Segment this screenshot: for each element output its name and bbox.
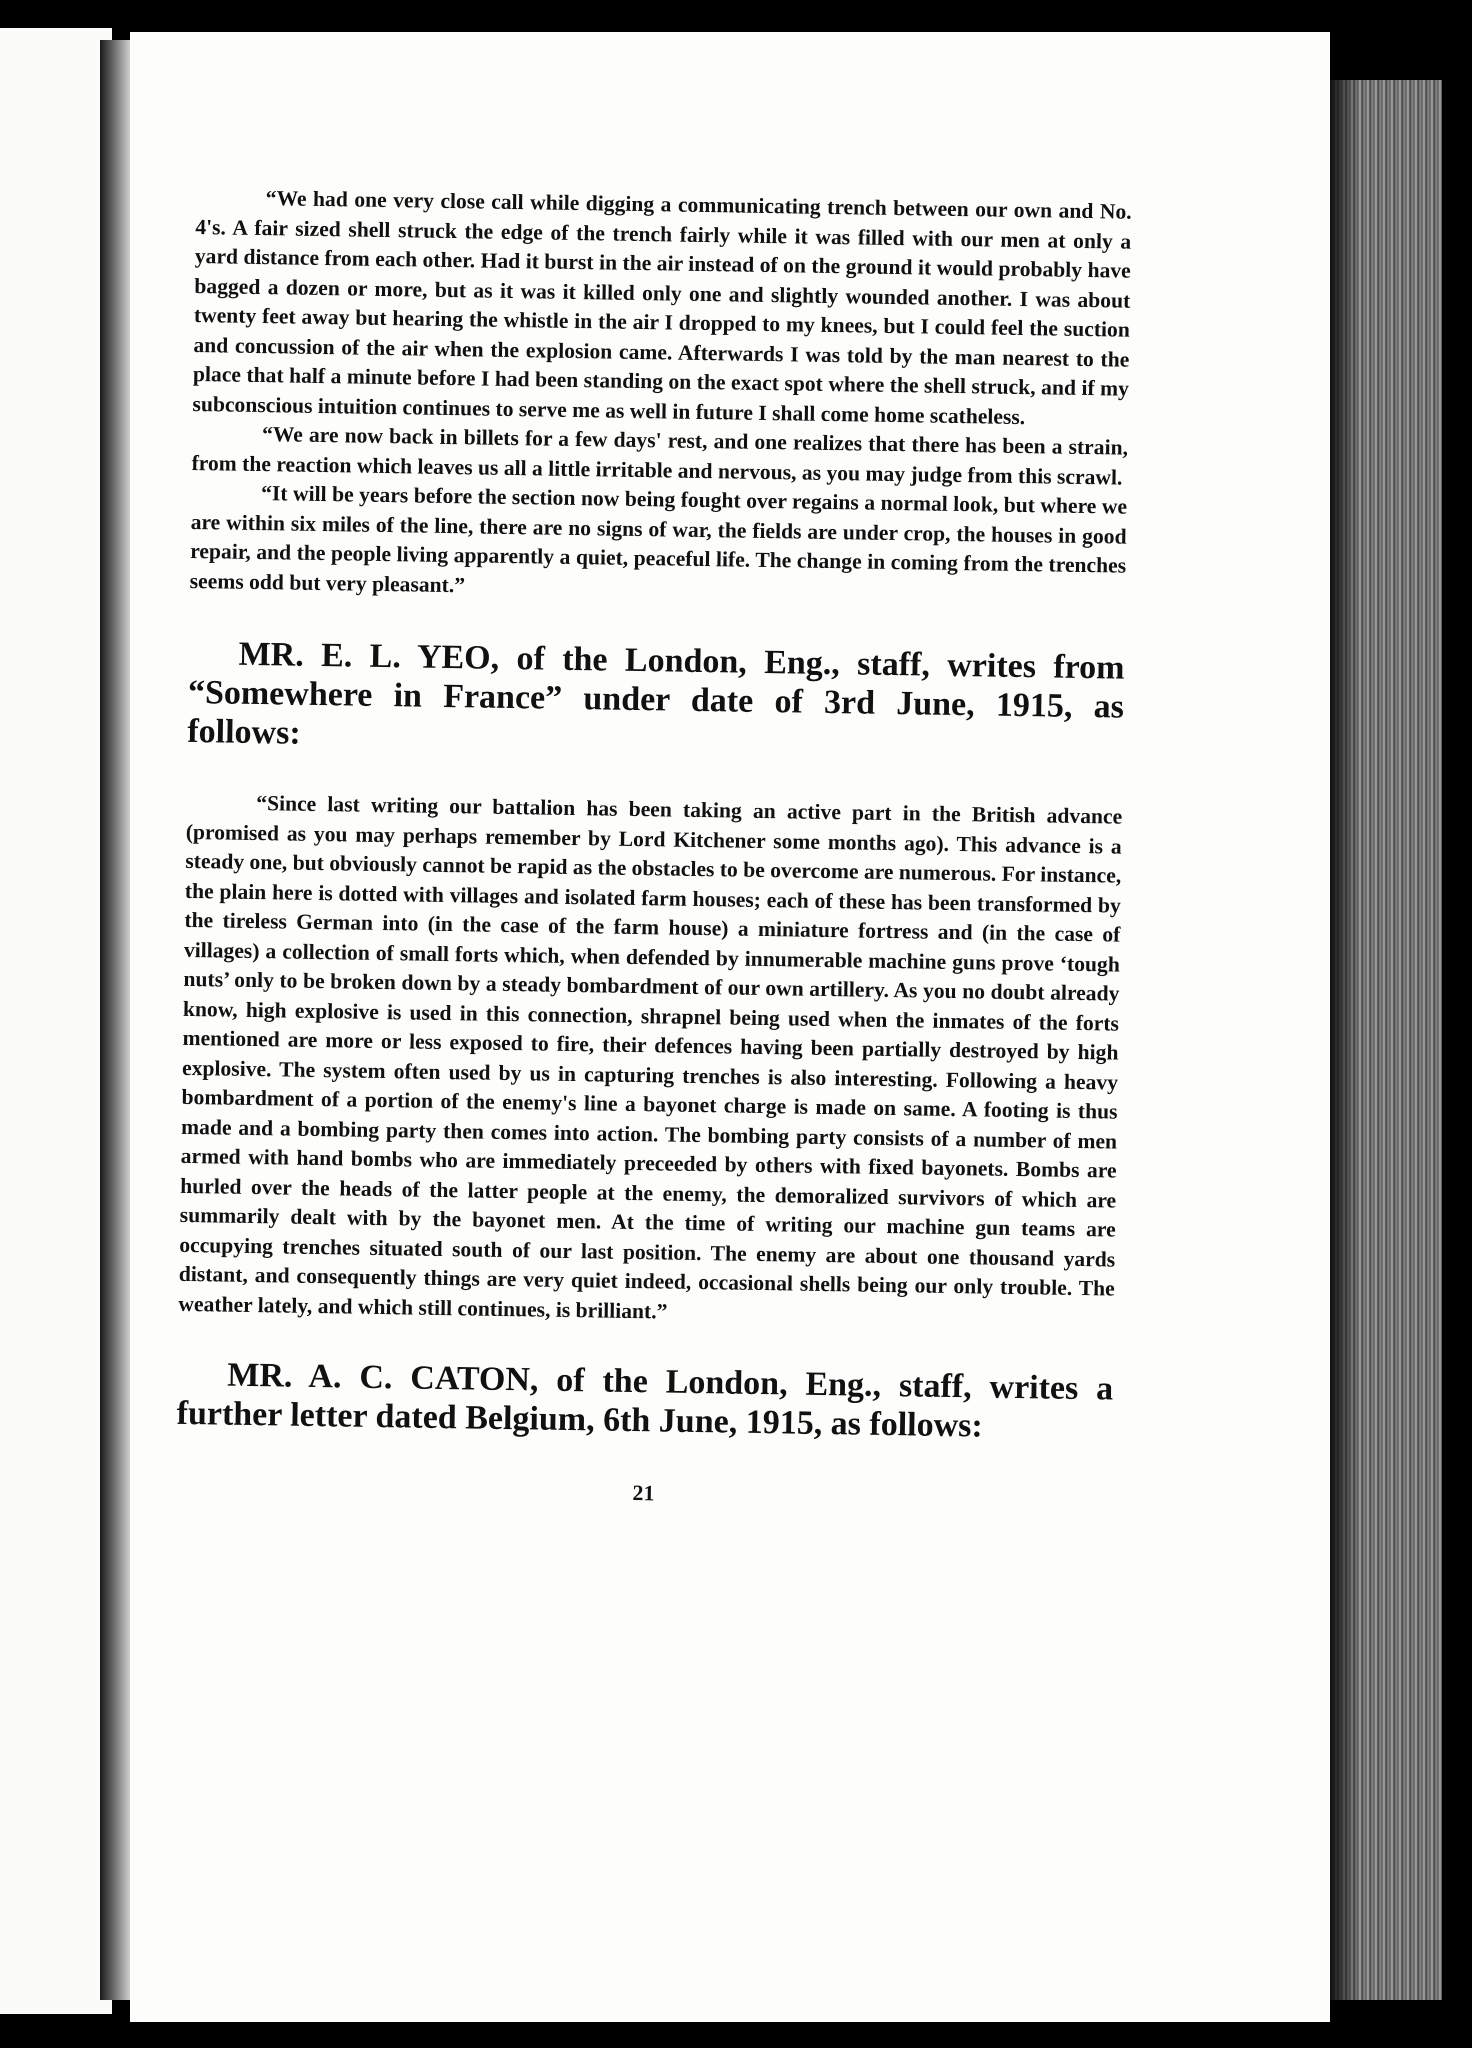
book-gutter <box>100 40 130 2000</box>
letter-paragraph-billets: “We are now back in billets for a few days' rest, and one realizes that there has been a strain, from the reaction which leaves us all a little irritable and nervous, as you may judge from this scrawl. <box>191 422 1129 490</box>
section-heading-caton: MR. A. C. CATON, of the London, Eng., staff, writes a further letter dated Belgium, 6th June, 1915, as follows: <box>176 1356 1114 1445</box>
letter-paragraph-normal-look: “It will be years before the section now being fought over regains a normal look, but where we are within six miles of the line, there are no signs of war, the fields are under crop, the houses in good repair, and the people living apparently a quiet, peaceful life. The change in coming from the trenches seems odd but very pleasant.” <box>189 481 1128 597</box>
letter-paragraph-yeo: “Since last writing our battalion has been taking an active part in the British advance (promised as you may perhaps remember by Lord Kitchener some months ago). This advance is a steady one, but obviously cannot be rapid as the obstacles to be overcome are numerous. For instance, the plain here is dotted with villages and isolated farm houses; each of these has been transformed by the tireless German into (in the case of the farm house) a miniature fortress and (in the case of villages) a collection of small forts which, when defended by innumerable machine guns prove ‘tough nuts’ only to be broken down by a steady bombardment of our own artillery. As you no doubt already know, high explosive is used in this connection, shrapnel being used when the inmates of the forts mentioned are more or less exposed to fire, their defences having been partially destroyed by high explosive. The system often used by us in capturing trenches is also interesting. Following a heavy bombardment of a portion of the enemy's line a bayonet charge is made on same. A footing is thus made and a bombing party then comes into action. The bombing party consists of a number of men armed with hand bombs who are immediately preceeded by others with fixed bayonets. Bombs are hurled over the heads of the latter people at the enemy, the demoralized survivors of which are summarily dealt with by the bayonet men. At the time of writing our machine gun teams are occupying trenches situated south of our last position. The enemy are about one thousand yards distant, and consequently things are very quiet indeed, occasional shells being our only trouble. The weather lately, and which still continues, is brilliant.” <box>178 791 1123 1324</box>
page-number: 21 <box>632 1480 655 1506</box>
section-heading-yeo: MR. E. L. YEO, of the London, Eng., staff, writes from “Somewhere in France” under date of 3rd June, 1915, as follows: <box>187 635 1125 752</box>
page-stack-shadow <box>1330 80 1360 2000</box>
letter-paragraph-close-call: “We had one very close call while digging a communicating trench between our own and No. 4's. A fair sized shell struck the edge of the trench fairly while it was filled with our men at only a yard distance from each other. Had it burst in the air instead of on the ground it would probably have bagged a dozen or more, but as it was it killed only one and slightly wounded another. I was about twenty feet away but hearing the whistle in the air I dropped to my knees, but I could feel the suction and concussion of the air when the explosion came. Afterwards I was told by the man nearest to the place that half a minute before I had been standing on the exact spot where the shell struck, and if my subconscious intuition continues to serve me as well in future I shall come home scatheless. <box>192 186 1132 429</box>
page-text <box>175 183 1132 1514</box>
facing-page-edge <box>0 28 112 2014</box>
